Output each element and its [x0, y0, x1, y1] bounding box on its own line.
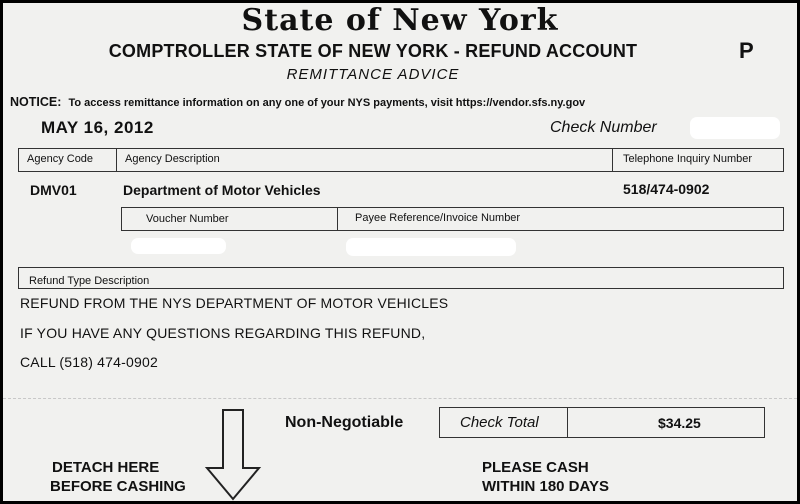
copy-letter: P	[739, 38, 754, 63]
refund-type-header	[18, 267, 784, 289]
telephone-value: 518/474-0902	[623, 181, 710, 197]
refund-line-1: REFUND FROM THE NYS DEPARTMENT OF MOTOR VEHICLES	[20, 295, 449, 311]
payee-reference-header: Payee Reference/Invoice Number	[355, 212, 521, 224]
check-total-box	[439, 407, 765, 438]
remittance-subtitle: REMITTANCE ADVICE	[286, 66, 460, 83]
table-divider	[567, 408, 568, 437]
voucher-table-header	[121, 207, 784, 231]
agency-code-header: Agency Code	[27, 153, 94, 165]
down-arrow-icon	[203, 408, 263, 501]
table-divider	[612, 149, 613, 171]
refund-type-label: Refund Type Description	[29, 275, 150, 287]
table-divider	[116, 149, 117, 171]
notice-text: To access remittance information on any one of your NYS payments, visit https://vendor.sfs.ny.gov	[68, 97, 586, 109]
cash-line-2: WITHIN 180 DAYS	[482, 478, 609, 495]
notice-label: NOTICE:	[10, 95, 62, 109]
state-title: State of New York	[241, 3, 559, 38]
redacted-voucher-number	[131, 238, 226, 254]
redacted-check-number	[690, 117, 780, 139]
check-total-value: $34.25	[658, 415, 701, 431]
refund-line-3: CALL (518) 474-0902	[20, 354, 158, 370]
detach-line-1: DETACH HERE	[52, 459, 160, 476]
detach-line-2: BEFORE CASHING	[50, 478, 186, 495]
check-total-label: Check Total	[460, 414, 539, 431]
telephone-header: Telephone Inquiry Number	[623, 153, 753, 165]
remittance-advice-document	[3, 3, 797, 501]
table-divider	[337, 208, 338, 230]
notice-line	[10, 95, 585, 109]
non-negotiable-label: Non-Negotiable	[285, 414, 404, 431]
agency-description-value: Department of Motor Vehicles	[123, 182, 321, 198]
agency-code-value: DMV01	[30, 182, 77, 198]
agency-description-header: Agency Description	[125, 153, 220, 165]
voucher-number-header: Voucher Number	[146, 213, 229, 225]
comptroller-line: COMPTROLLER STATE OF NEW YORK - REFUND ACCOUNT	[108, 41, 638, 61]
redacted-payee-reference	[346, 238, 516, 256]
payment-date: MAY 16, 2012	[41, 118, 154, 137]
check-number-label: Check Number	[550, 119, 657, 136]
refund-line-2: IF YOU HAVE ANY QUESTIONS REGARDING THIS REFUND,	[20, 325, 426, 341]
perforation-line	[3, 398, 797, 399]
cash-line-1: PLEASE CASH	[482, 459, 589, 476]
agency-table-header	[18, 148, 784, 172]
